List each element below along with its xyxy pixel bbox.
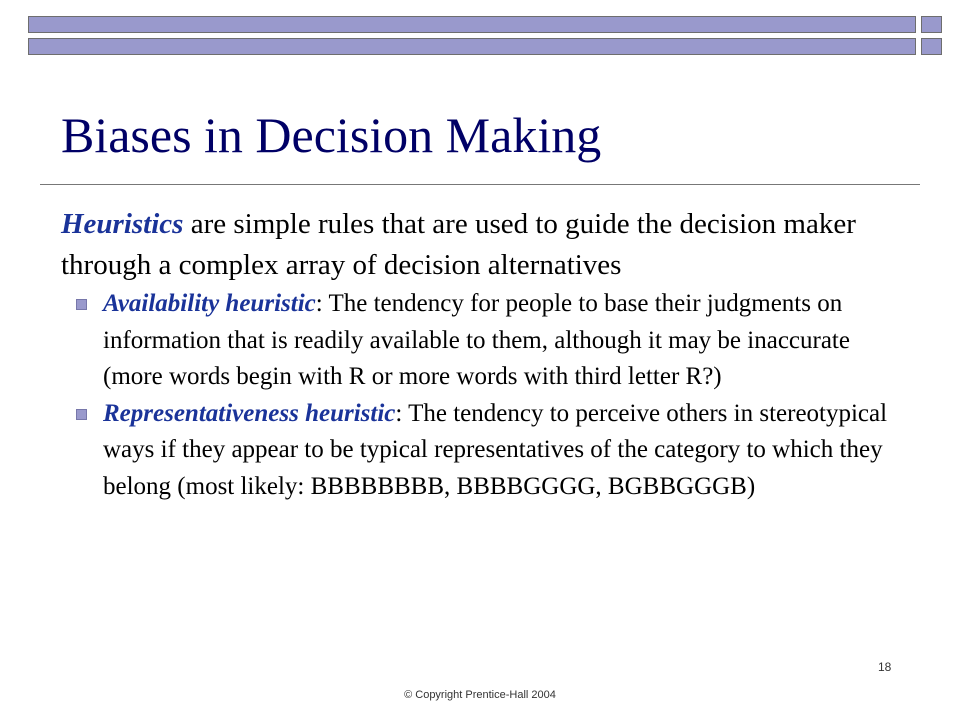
title-divider <box>40 184 920 185</box>
header-bar-top <box>28 16 916 33</box>
header-bar-bottom <box>28 38 916 55</box>
bullet-text: : The tendency for people to base their judgments on information that is readily available to them, although it may be inaccurate (more words begin with R or more words with third letter R?) <box>103 290 850 390</box>
bullet-availability <box>61 286 891 396</box>
intro-term: Heuristics <box>61 208 184 240</box>
slide-title: Biases in Decision Making <box>61 107 602 163</box>
bullet-term: Availability heuristic <box>103 290 316 317</box>
bullet-term: Representativeness heuristic <box>103 399 396 427</box>
square-bullet-icon <box>76 409 87 420</box>
header-square-top <box>921 16 942 33</box>
square-bullet-icon <box>76 299 87 310</box>
page-number: 18 <box>878 660 892 674</box>
bullet-representativeness <box>61 396 891 506</box>
copyright-notice: © Copyright Prentice-Hall 2004 <box>404 689 556 701</box>
bullet-text: : The tendency to perceive others in stereotypical ways if they appear to be typical representatives of the category to which they belong (most likely: BBBBBBBB, BBBBGGGG, BGBBGGGB) <box>103 399 888 500</box>
header-square-bottom <box>921 38 942 55</box>
bullet-list <box>61 286 891 505</box>
slide-body <box>61 204 891 505</box>
intro-paragraph <box>61 204 891 286</box>
header-decoration <box>28 16 942 60</box>
intro-text: are simple rules that are used to guide the decision maker through a complex array of decision alternatives <box>61 208 856 281</box>
